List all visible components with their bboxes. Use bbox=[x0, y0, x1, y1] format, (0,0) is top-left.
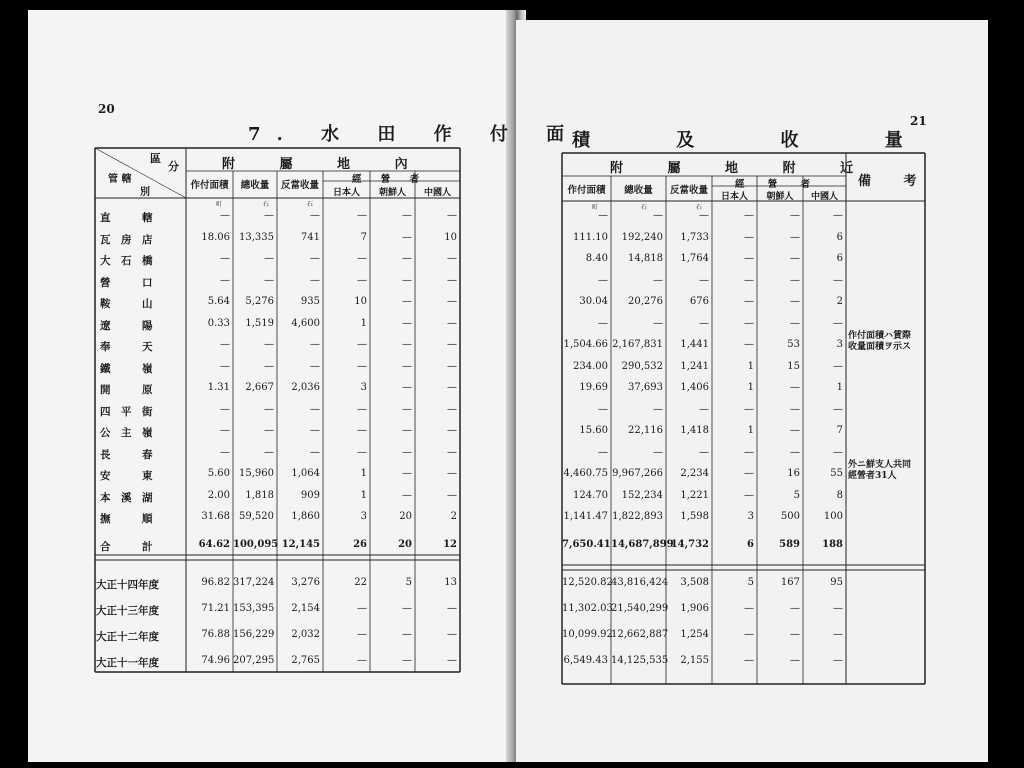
col-header: 總收量 bbox=[624, 185, 653, 196]
header-group-right: 附 屬 地 附 近 bbox=[610, 161, 874, 176]
table-cell: 1.31 bbox=[207, 382, 230, 393]
table-cell: 2,154 bbox=[291, 603, 320, 614]
table-cell: 1,418 bbox=[680, 425, 709, 436]
table-cell: — bbox=[402, 360, 412, 372]
row-label-year: 大正十三年度 bbox=[96, 605, 159, 617]
table-cell: 9,967,266 bbox=[612, 468, 663, 479]
row-label-year: 大正十一年度 bbox=[96, 657, 159, 669]
table-cell: — bbox=[310, 446, 320, 458]
unit-label: 町 bbox=[216, 201, 223, 208]
table-cell: 7,650.41 bbox=[562, 538, 611, 550]
table-cell: 124.70 bbox=[573, 489, 608, 501]
table-cell: 20 bbox=[398, 538, 412, 550]
table-cell: 5.64 bbox=[207, 296, 230, 307]
table-cell: — bbox=[653, 403, 663, 415]
subcol-header: 中國人 bbox=[810, 192, 838, 202]
left-page-number: 20 bbox=[98, 102, 115, 116]
table-cell: — bbox=[744, 403, 754, 415]
table-cell: — bbox=[744, 603, 754, 614]
table-cell: — bbox=[653, 446, 663, 458]
table-cell: 5 bbox=[405, 577, 412, 588]
table-cell: — bbox=[447, 253, 457, 264]
header-remarks: 備 考 bbox=[858, 174, 931, 189]
col-header: 總收量 bbox=[240, 180, 270, 191]
table-cell: — bbox=[357, 274, 367, 286]
row-label: 鐵 嶺 bbox=[100, 362, 153, 375]
table-cell: — bbox=[220, 253, 230, 264]
table-cell: — bbox=[402, 296, 412, 307]
remark-note: 外ニ鮮支人共同 經營者31人 bbox=[848, 460, 912, 481]
table-cell: — bbox=[653, 210, 663, 221]
table-cell: 317,224 bbox=[233, 577, 275, 588]
table-cell: — bbox=[744, 655, 754, 666]
unit-label: 石 bbox=[307, 201, 314, 208]
table-cell: — bbox=[402, 317, 412, 329]
table-cell: 1,504.66 bbox=[563, 339, 608, 350]
row-label: 奉 天 bbox=[100, 341, 153, 353]
table-cell: — bbox=[790, 446, 800, 458]
table-cell: 55 bbox=[830, 468, 843, 479]
table-cell: 1,733 bbox=[680, 231, 709, 243]
table-cell: 1,598 bbox=[680, 511, 709, 522]
table-cell: 1 bbox=[747, 360, 754, 372]
table-cell: — bbox=[310, 360, 320, 372]
table-cell: — bbox=[402, 446, 412, 458]
table-cell: — bbox=[833, 446, 843, 458]
table-cell: 100 bbox=[823, 511, 843, 522]
table-cell: 2,155 bbox=[680, 655, 709, 666]
table-cell: — bbox=[357, 210, 367, 221]
table-cell: 111.10 bbox=[573, 231, 608, 243]
table-cell: — bbox=[220, 339, 230, 350]
table-cell: — bbox=[744, 339, 754, 350]
table-cell: — bbox=[744, 253, 754, 264]
table-cell: — bbox=[598, 446, 608, 458]
table-cell: 3 bbox=[360, 382, 367, 393]
table-cell: 188 bbox=[822, 538, 843, 550]
table-cell: 11,302.03 bbox=[562, 603, 613, 614]
table-cell: — bbox=[790, 403, 800, 415]
table-cell: — bbox=[447, 339, 457, 350]
table-cell: 15 bbox=[787, 360, 800, 372]
table-cell: — bbox=[402, 253, 412, 264]
table-cell: 8 bbox=[836, 489, 843, 501]
table-cell: 2,234 bbox=[680, 468, 709, 479]
table-cell: 1,064 bbox=[291, 468, 320, 479]
table-cell: 2,032 bbox=[291, 629, 320, 640]
unit-label: 石 bbox=[641, 204, 648, 211]
table-cell: 167 bbox=[780, 577, 800, 588]
table-cell: 12,520.82 bbox=[562, 577, 613, 588]
table-cell: — bbox=[447, 603, 457, 614]
table-cell: 22,116 bbox=[628, 425, 663, 436]
table-cell: — bbox=[598, 403, 608, 415]
table-cell: 12,662,887 bbox=[611, 629, 669, 640]
subcol-header: 朝鮮人 bbox=[766, 192, 794, 202]
row-label-year: 大正十二年度 bbox=[96, 631, 159, 643]
table-cell: 3 bbox=[836, 339, 843, 350]
table-cell: 53 bbox=[787, 339, 800, 350]
unit-label: 石 bbox=[263, 201, 270, 208]
table-cell: — bbox=[402, 489, 412, 501]
table-cell: — bbox=[264, 210, 274, 221]
table-cell: 1,519 bbox=[245, 317, 274, 329]
table-cell: 1,822,893 bbox=[612, 511, 663, 522]
table-cell: — bbox=[699, 317, 709, 329]
table-cell: 20,276 bbox=[628, 296, 663, 307]
table-cell: — bbox=[310, 210, 320, 221]
table-cell: — bbox=[447, 468, 457, 479]
table-cell: 5 bbox=[747, 577, 754, 588]
table-cell: — bbox=[447, 317, 457, 329]
table-cell: — bbox=[220, 210, 230, 221]
table-cell: 43,816,424 bbox=[611, 577, 669, 588]
table-cell: — bbox=[699, 210, 709, 221]
table-cell: 12,145 bbox=[281, 538, 320, 550]
table-cell: 1,141.47 bbox=[563, 511, 608, 522]
table-cell: — bbox=[598, 274, 608, 286]
col-header: 作付面積 bbox=[567, 185, 606, 196]
table-cell: 1,764 bbox=[680, 253, 709, 264]
table-cell: — bbox=[357, 360, 367, 372]
table-cell: — bbox=[790, 603, 800, 614]
table-cell: — bbox=[790, 296, 800, 307]
table-cell: 156,229 bbox=[233, 629, 275, 640]
table-cell: 5 bbox=[793, 489, 800, 501]
row-label: 撫 順 bbox=[100, 513, 153, 525]
table-cell: — bbox=[790, 655, 800, 666]
header-kankatsu: 管 轄 bbox=[108, 174, 132, 185]
table-cell: 4,460.75 bbox=[563, 468, 608, 479]
row-label: 開 原 bbox=[100, 384, 153, 396]
table-cell: 7 bbox=[836, 425, 843, 436]
table-cell: — bbox=[744, 296, 754, 307]
table-cell: — bbox=[744, 210, 754, 221]
right-page-title: 積 及 收 量 bbox=[572, 130, 943, 151]
table-cell: — bbox=[357, 629, 367, 640]
table-cell: — bbox=[402, 274, 412, 286]
table-cell: — bbox=[833, 603, 843, 614]
table-cell: — bbox=[264, 339, 274, 350]
table-cell: 5.60 bbox=[207, 468, 230, 479]
header-keieisha-right: 經 營 者 bbox=[735, 179, 821, 190]
row-label-year: 大正十四年度 bbox=[96, 579, 159, 591]
table-cell: 1,241 bbox=[680, 360, 709, 372]
table-cell: — bbox=[790, 317, 800, 329]
table-cell: — bbox=[744, 446, 754, 458]
table-cell: — bbox=[598, 210, 608, 221]
table-cell: 1,406 bbox=[680, 382, 709, 393]
table-cell: 1 bbox=[747, 382, 754, 393]
table-cell: 22 bbox=[354, 577, 367, 588]
table-cell: — bbox=[790, 629, 800, 640]
table-cell: 30.04 bbox=[579, 296, 608, 307]
table-cell: — bbox=[220, 425, 230, 436]
table-cell: — bbox=[744, 317, 754, 329]
subcol-header: 中國人 bbox=[423, 188, 451, 198]
table-cell: 7 bbox=[360, 231, 367, 243]
table-cell: 64.62 bbox=[198, 538, 230, 550]
table-cell: — bbox=[447, 403, 457, 415]
table-cell: 21,540,299 bbox=[611, 603, 669, 614]
table-cell: — bbox=[447, 296, 457, 307]
table-cell: 37,693 bbox=[628, 382, 663, 393]
table-cell: — bbox=[598, 317, 608, 329]
table-cell: 152,234 bbox=[621, 489, 663, 501]
table-cell: 6 bbox=[747, 538, 754, 550]
left-page-title: 7. 水 田 作 付 面 bbox=[248, 124, 581, 145]
table-cell: 2,167,831 bbox=[612, 339, 663, 350]
header-group-left: 附 屬 地 內 bbox=[222, 157, 428, 172]
table-cell: 16 bbox=[787, 468, 800, 479]
table-cell: — bbox=[310, 339, 320, 350]
table-cell: — bbox=[357, 403, 367, 415]
table-cell: 96.82 bbox=[201, 577, 230, 588]
unit-label: 石 bbox=[696, 204, 703, 211]
table-cell: — bbox=[790, 425, 800, 436]
row-label: 安 東 bbox=[100, 470, 153, 482]
table-cell: — bbox=[402, 468, 412, 479]
table-cell: 1,221 bbox=[680, 489, 709, 501]
table-cell: — bbox=[447, 629, 457, 640]
table-cell: 8.40 bbox=[585, 253, 608, 264]
table-cell: — bbox=[833, 210, 843, 221]
table-cell: — bbox=[447, 425, 457, 436]
table-cell: 18.06 bbox=[201, 231, 230, 243]
table-cell: — bbox=[357, 425, 367, 436]
table-cell: 2,765 bbox=[291, 655, 320, 666]
table-cell: 1,254 bbox=[680, 629, 709, 640]
table-cell: — bbox=[447, 360, 457, 372]
table-cell: — bbox=[833, 403, 843, 415]
col-header: 反當收量 bbox=[669, 185, 708, 196]
table-cell: 26 bbox=[353, 538, 367, 550]
table-cell: 14,687,899 bbox=[611, 538, 674, 550]
table-cell: — bbox=[699, 446, 709, 458]
table-cell: 13,335 bbox=[239, 231, 274, 243]
table-cell: — bbox=[790, 382, 800, 393]
table-cell: 2,667 bbox=[245, 382, 274, 393]
table-cell: 13 bbox=[444, 577, 457, 588]
subcol-header: 日本人 bbox=[720, 192, 748, 202]
row-label: 長 春 bbox=[100, 448, 153, 461]
table-cell: — bbox=[402, 655, 412, 666]
table-cell: 2.00 bbox=[207, 489, 230, 501]
table-cell: — bbox=[402, 403, 412, 415]
table-cell: — bbox=[402, 210, 412, 221]
table-cell: — bbox=[653, 274, 663, 286]
table-cell: — bbox=[310, 274, 320, 286]
table-cell: 207,295 bbox=[233, 655, 275, 666]
table-cell: 15,960 bbox=[239, 468, 274, 479]
table-cell: 31.68 bbox=[201, 511, 230, 522]
table-cell: 15.60 bbox=[579, 425, 608, 436]
table-cell: — bbox=[790, 253, 800, 264]
table-cell: — bbox=[790, 210, 800, 221]
table-cell: 1 bbox=[360, 489, 367, 501]
table-cell: — bbox=[402, 425, 412, 436]
remark-note: 作付面積ハ賃際 收量面積ヲ示ス bbox=[848, 331, 912, 352]
table-cell: 500 bbox=[780, 511, 800, 522]
table-cell: — bbox=[357, 253, 367, 264]
table-cell: 676 bbox=[689, 296, 709, 307]
header-betsu: 別 bbox=[140, 187, 150, 198]
table-cell: 1,906 bbox=[680, 603, 709, 614]
table-cell: 95 bbox=[830, 577, 843, 588]
table-cell: 234.00 bbox=[573, 360, 608, 372]
table-cell: 20 bbox=[399, 511, 412, 522]
subcol-header: 朝鮮人 bbox=[378, 188, 406, 198]
table-cell: 1 bbox=[836, 382, 843, 393]
table-cell: — bbox=[833, 360, 843, 372]
row-label: 四 平 街 bbox=[100, 405, 153, 418]
table-cell: — bbox=[744, 231, 754, 243]
table-cell: — bbox=[357, 603, 367, 614]
table-cell: 74.96 bbox=[201, 655, 230, 666]
table-cell: — bbox=[402, 231, 412, 243]
table-cell: — bbox=[220, 274, 230, 286]
table-cell: — bbox=[744, 629, 754, 640]
table-cell: — bbox=[744, 468, 754, 479]
table-cell: — bbox=[220, 360, 230, 372]
table-cell: 1,860 bbox=[291, 511, 320, 522]
header-bun: 分 bbox=[168, 160, 179, 173]
table-cell: 71.21 bbox=[201, 603, 230, 614]
row-label: 大 石 橋 bbox=[100, 255, 153, 267]
table-cell: — bbox=[264, 403, 274, 415]
header-kubun: 區 bbox=[150, 152, 161, 165]
table-cell: — bbox=[833, 274, 843, 286]
table-cell: 4,600 bbox=[291, 317, 320, 329]
col-header: 反當收量 bbox=[280, 180, 319, 191]
table-cell: — bbox=[402, 603, 412, 614]
table-cell: — bbox=[790, 274, 800, 286]
table-cell: — bbox=[402, 629, 412, 640]
table-cell: — bbox=[447, 446, 457, 458]
table-cell: — bbox=[220, 446, 230, 458]
table-cell: 14,125,535 bbox=[611, 655, 669, 666]
table-cell: — bbox=[310, 253, 320, 264]
row-label: 本 溪 湖 bbox=[100, 491, 153, 504]
table-cell: — bbox=[833, 655, 843, 666]
right-page-number: 21 bbox=[910, 114, 927, 128]
table-cell: — bbox=[357, 339, 367, 350]
table-cell: — bbox=[744, 489, 754, 501]
table-cell: 589 bbox=[779, 538, 800, 550]
row-label: 瓦 房 店 bbox=[100, 233, 153, 246]
row-label: 公 主 嶺 bbox=[100, 427, 153, 439]
table-cell: 1 bbox=[747, 425, 754, 436]
row-label: 遼 陽 bbox=[100, 319, 153, 332]
table-cell: 3,508 bbox=[680, 577, 709, 588]
table-cell: 290,532 bbox=[621, 360, 663, 372]
table-cell: — bbox=[447, 655, 457, 666]
subcol-header: 日本人 bbox=[332, 188, 360, 198]
table-cell: 1 bbox=[360, 317, 367, 329]
table-cell: 1,818 bbox=[245, 489, 274, 501]
table-cell: 1 bbox=[360, 468, 367, 479]
table-cell: 14,818 bbox=[628, 253, 663, 264]
table-cell: — bbox=[833, 317, 843, 329]
row-label: 營 口 bbox=[100, 276, 153, 289]
table-cell: 0.33 bbox=[207, 317, 230, 329]
table-cell: 76.88 bbox=[201, 629, 230, 640]
table-cell: 14,732 bbox=[670, 538, 709, 550]
table-cell: — bbox=[310, 425, 320, 436]
table-cell: 19.69 bbox=[579, 382, 608, 393]
table-cell: 909 bbox=[300, 489, 320, 501]
table-cell: 10,099.92 bbox=[562, 629, 613, 640]
table-cell: — bbox=[833, 629, 843, 640]
table-cell: 2 bbox=[450, 511, 457, 522]
row-label: 鞍 山 bbox=[100, 298, 153, 310]
table-cell: 6,549.43 bbox=[563, 655, 608, 666]
table-cell: — bbox=[447, 489, 457, 501]
table-cell: — bbox=[699, 274, 709, 286]
table-cell: — bbox=[447, 382, 457, 393]
table-cell: — bbox=[264, 253, 274, 264]
table-cell: 153,395 bbox=[233, 603, 275, 614]
table-cell: — bbox=[653, 317, 663, 329]
table-cell: 6 bbox=[836, 253, 843, 264]
table-cell: 5,276 bbox=[245, 296, 274, 307]
table-cell: — bbox=[264, 360, 274, 372]
table-cell: — bbox=[744, 274, 754, 286]
table-cell: 2,036 bbox=[291, 382, 320, 393]
table-cell: — bbox=[699, 403, 709, 415]
table-cell: 12 bbox=[443, 538, 457, 550]
table-cell: 3,276 bbox=[291, 577, 320, 588]
row-label: 直 轄 bbox=[100, 212, 153, 224]
table-cell: — bbox=[402, 339, 412, 350]
table-cell: — bbox=[357, 655, 367, 666]
table-cell: 1,441 bbox=[680, 339, 709, 350]
table-cell: — bbox=[447, 210, 457, 221]
table-cell: — bbox=[310, 403, 320, 415]
table-cell: — bbox=[220, 403, 230, 415]
table-cell: 3 bbox=[747, 511, 754, 522]
table-cell: — bbox=[264, 425, 274, 436]
table-cell: — bbox=[447, 274, 457, 286]
table-cell: 10 bbox=[444, 231, 457, 243]
table-cell: — bbox=[264, 446, 274, 458]
table-cell: 2 bbox=[836, 296, 843, 307]
col-header: 作付面積 bbox=[190, 180, 229, 191]
table-cell: — bbox=[357, 446, 367, 458]
table-cell: — bbox=[790, 231, 800, 243]
row-label: 合 計 bbox=[100, 540, 153, 553]
table-cell: 10 bbox=[354, 296, 367, 307]
table-cell: 192,240 bbox=[621, 231, 663, 243]
table-cell: 59,520 bbox=[239, 511, 274, 522]
unit-label: 町 bbox=[592, 204, 599, 211]
table-cell: — bbox=[264, 274, 274, 286]
table-cell: 6 bbox=[836, 231, 843, 243]
table-cell: 100,095 bbox=[233, 538, 279, 550]
table-cell: 3 bbox=[360, 511, 367, 522]
table-cell: — bbox=[402, 382, 412, 393]
table-cell: 741 bbox=[300, 231, 320, 243]
table-cell: 935 bbox=[300, 296, 320, 307]
header-keieisha: 經 營 者 bbox=[352, 174, 428, 185]
